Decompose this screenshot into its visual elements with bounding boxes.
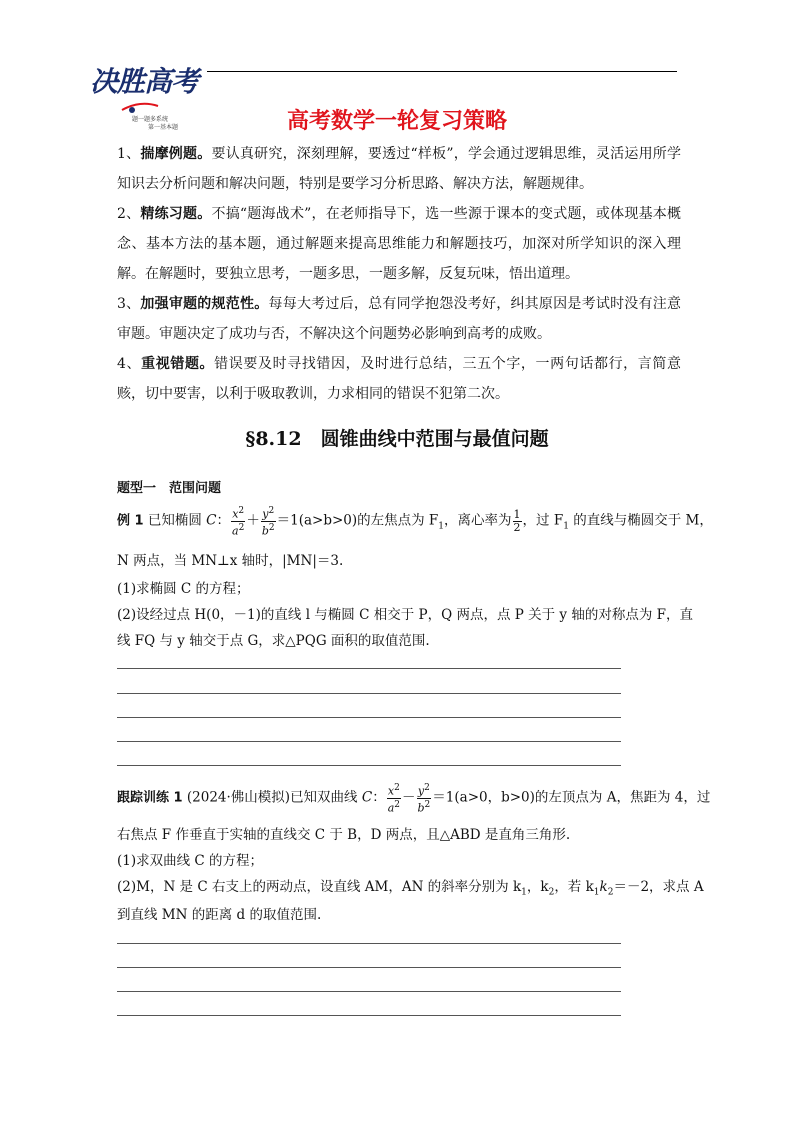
fraction-x2-a2: $\frac{x^2}{a^2}$ [232,506,245,538]
question-type-label: 题型一 范围问题 [117,481,222,496]
fraction-y2-b2: $\frac{y^2}{b^2}$ [261,506,275,538]
practice1-line1: 跟踪训练 1 (2024·佛山模拟)已知双曲线 C： $\frac{x^2}{a^2}$ － $\frac{y^2}{b^2}$ ＝1(a>0，b>0)的左顶点为 A，焦距为 4，过 [117,783,711,815]
practice1-line2: 右焦点 F 作垂直于实轴的直线交 C 于 B，D 两点，且△ABD 是直角三角形. [117,827,571,843]
section-title: §8.12 圆锥曲线中范围与最值问题 [245,428,549,450]
answer-line [117,668,621,669]
header-rule [207,71,677,72]
example1-q1: (1)求椭圆 C 的方程； [117,581,250,597]
strategy-2: 2、精练习题。不搞“题海战术”，在老师指导下，选一些源于课本的变式题，或体现基本概念、基本方法的基本题，通过解题来提高思维能力和解题技巧，加深对所学知识的深入理解。在解题时，要独立思考，一题多思，一题多解，反复玩味，悟出道理。 [117,206,682,282]
answer-line [117,1015,621,1016]
answer-line [117,741,621,742]
document-title: 高考数学一轮复习策略 [286,109,507,134]
fraction-y2-b2: $\frac{y^2}{b^2}$ [417,783,431,815]
answer-line [117,693,621,694]
practice1-q1: (1)求双曲线 C 的方程； [117,853,264,869]
strategy-1: 1、揣摩例题。要认真研究，深刻理解，要透过“样板”，学会通过逻辑思维，灵活运用所学知识去分析问题和解决问题，特别是要学习分析思路、解决方法，解题规律。 [117,146,682,192]
example1-q2b: 线 FQ 与 y 轴交于点 G，求△PQG 面积的取值范围. [117,633,430,649]
fraction-eccentricity: $\frac{1}{2}$ [513,507,521,534]
practice-label: 跟踪训练 1 [117,790,183,806]
answer-line [117,943,621,944]
fraction-x2-a2: $\frac{x^2}{a^2}$ [387,783,400,815]
example-label: 例 1 [117,513,144,529]
logo-text: 决胜高考 [90,65,199,98]
logo-subtitle-2: 第一基本题 [148,124,179,131]
practice1-q2a: (2)M，N 是 C 右支上的两动点，设直线 AM，AN 的斜率分别为 $k_1$，$k_2$，若 $k_1k_2=-2$，求点 A [117,879,704,898]
logo-subtitle-1: 题一题多系统 [132,116,169,123]
answer-line [117,717,621,718]
answer-line [117,765,621,766]
example1-q2a: (2)设经过点 H(0，－1)的直线 l 与椭圆 C 相交于 P，Q 两点，点 P 关于 y 轴的对称点为 F，直 [117,607,693,623]
strategy-3: 3、加强审题的规范性。每每大考过后，总有同学抱怨没考好，纠其原因是考试时没有注意审题。审题决定了成功与否，不解决这个问题势必影响到高考的成败。 [117,296,682,342]
answer-line [117,991,621,992]
example1-line2: N 两点，当 MN⊥x 轴时，|MN|＝3. [117,553,344,569]
example1-line1: 例 1 已知椭圆 C： $\frac{x^2}{a^2}$ ＋ $\frac{y^2}{b^2}$ ＝1(a>b>0)的左焦点为 $F_1$，离心率为 $\frac{1}{2}$ ，过 $F_1$ 的直线与椭圆交于 M， [117,506,713,538]
answer-line [117,967,621,968]
practice1-q2b: 到直线 MN 的距离 d 的取值范围. [117,907,322,923]
strategy-4: 4、重视错题。错误要及时寻找错因，及时进行总结，三五个字，一两句话都行，言简意赅，切中要害，以利于吸取教训，力求相同的错误不犯第二次。 [117,356,681,402]
